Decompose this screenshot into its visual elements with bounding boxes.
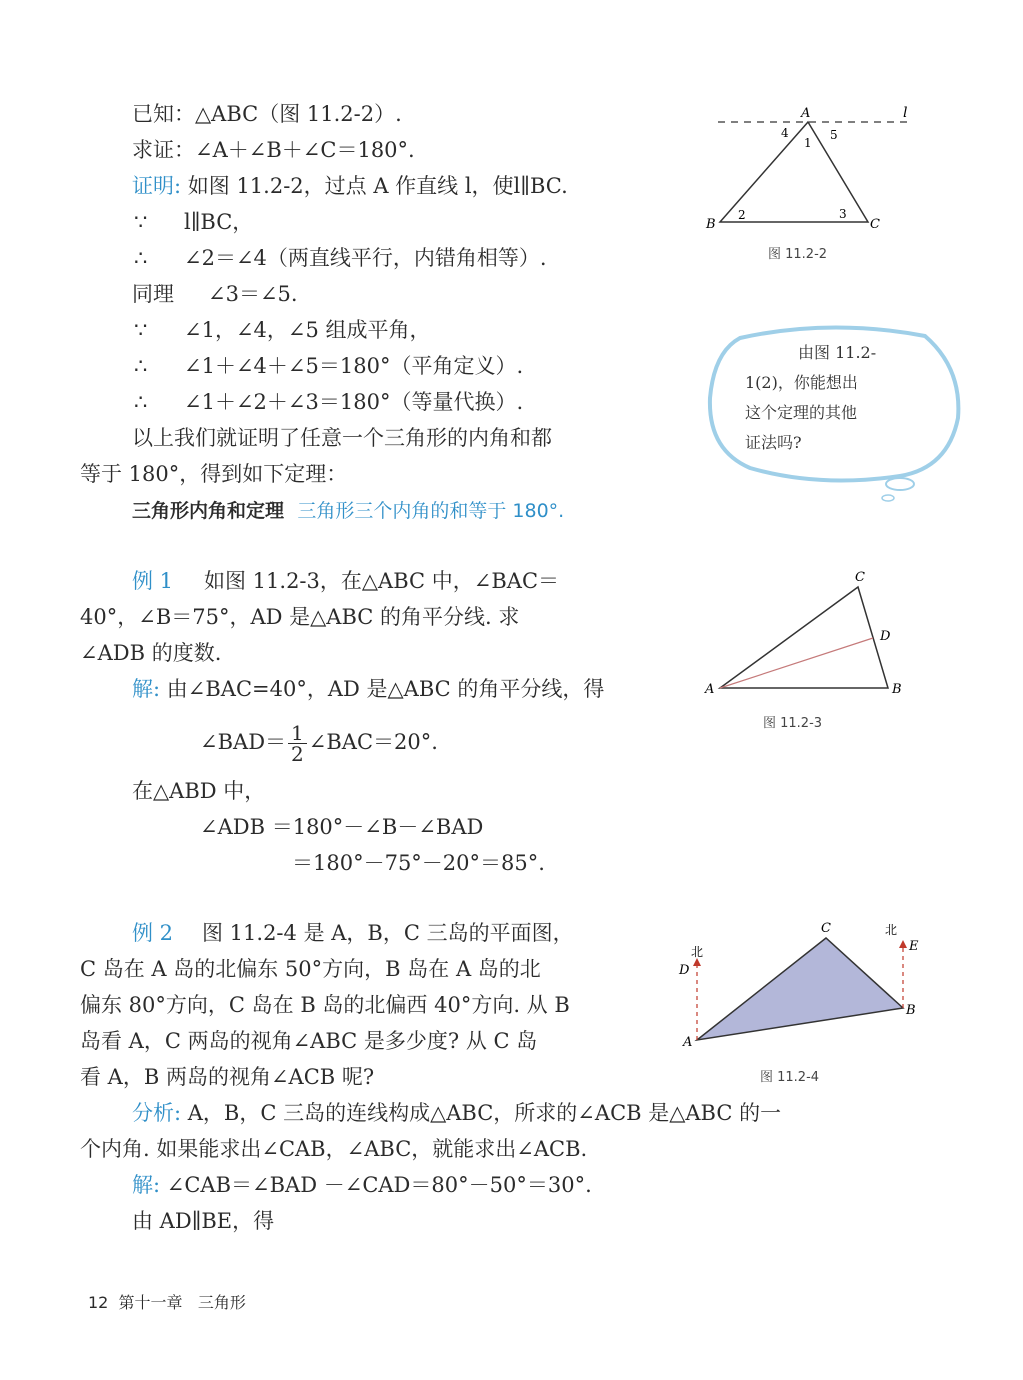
proof-step-1 [134, 209, 253, 235]
proof-step-2 [134, 245, 547, 271]
fraction-denominator: 2 [291, 742, 304, 766]
label-b: B [906, 1003, 916, 1018]
label-5: 5 [830, 128, 838, 142]
example-1-text: 如图 11.2-3，在△ABC 中，∠BAC＝ [204, 569, 560, 593]
bad-right: ∠BAC＝20°. [308, 730, 438, 754]
solution-label: 解: [132, 1173, 161, 1197]
label-c: C [821, 921, 831, 936]
step-text: ∠2＝∠4（两直线平行，内错角相等）. [184, 246, 547, 270]
bubble-line-4: 证法吗? [745, 433, 802, 452]
conclusion-line-1: 以上我们就证明了任意一个三角形的内角和都 [132, 426, 552, 450]
example-2-text: 图 11.2-4 是 A，B，C 三岛的平面图， [202, 921, 574, 945]
example-1-line-1 [132, 568, 559, 594]
example-1-solution [132, 676, 604, 702]
given: 已知：△ABC（图 11.2-2）. [132, 102, 402, 126]
fraction-numerator: 1 [288, 723, 307, 744]
example-2-line-3: 偏东 80°方向，C 岛在 B 岛的北偏西 40°方向. 从 B [80, 993, 570, 1017]
solution-text: 由∠BAC=40°，AD 是△ABC 的角平分线，得 [166, 677, 605, 701]
label-b: B [892, 682, 902, 697]
chapter-name: 第十一章 [118, 1293, 183, 1312]
figure-11-2-4 [675, 918, 925, 1058]
analysis-line-2: 个内角. 如果能求出∠CAB，∠ABC，就能求出∠ACB. [80, 1137, 588, 1161]
step-text: ∠3＝∠5. [208, 282, 298, 306]
analysis-label: 分析: [132, 1101, 182, 1125]
therefore-symbol: ∴ [134, 354, 148, 378]
step-text: ∠1＋∠4＋∠5＝180°（平角定义）. [184, 354, 524, 378]
label-e: E [909, 939, 919, 954]
example-2-label: 例 2 [132, 921, 174, 945]
fraction-half [288, 723, 307, 764]
to-prove: 求证：∠A＋∠B＋∠C＝180°. [132, 138, 415, 162]
solution-label: 解: [132, 677, 161, 701]
step-text: l∥BC， [184, 210, 254, 234]
adb-line-1: ∠ADB ＝180°－∠B－∠BAD [200, 815, 484, 839]
therefore-symbol: ∴ [134, 390, 148, 414]
step-text: ∠1＋∠2＋∠3＝180°（等量代换）. [184, 390, 524, 414]
example-1-label: 例 1 [132, 569, 174, 593]
adb-line-2: ＝180°－75°－20°＝85°. [292, 851, 545, 875]
label-b: B [706, 217, 716, 232]
islands-triangle [697, 938, 903, 1040]
bubble-line-3: 这个定理的其他 [745, 403, 858, 422]
bad-equation [200, 722, 438, 764]
label-a: A [705, 682, 715, 697]
figure-11-2-3-caption: 图 11.2-3 [763, 716, 823, 731]
proof-text: 如图 11.2-2，过点 A 作直线 l，使l∥BC. [187, 174, 568, 198]
label-a: A [801, 106, 811, 121]
step-text: ∠1，∠4，∠5 组成平角， [184, 318, 431, 342]
label-c: C [870, 217, 880, 232]
because-symbol: ∵ [134, 318, 148, 342]
example-1-line-2: 40°，∠B＝75°，AD 是△ABC 的角平分线. 求 [80, 605, 520, 629]
example-2-line-5: 看 A，B 两岛的视角∠ACB 呢? [80, 1065, 375, 1089]
label-a: A [683, 1035, 693, 1050]
step-label: 同理 [132, 282, 174, 306]
conclusion-line-2: 等于 180°，得到如下定理： [80, 462, 348, 486]
example-2-line-4: 岛看 A，C 两岛的视角∠ABC 是多少度? 从 C 岛 [80, 1029, 538, 1053]
label-2: 2 [738, 208, 746, 222]
proof-intro [132, 173, 568, 199]
example-2-solution-2: 由 AD∥BE，得 [132, 1209, 275, 1233]
in-abd: 在△ABD 中， [132, 779, 266, 803]
figure-11-2-2-caption: 图 11.2-2 [768, 247, 828, 262]
proof-step-4 [134, 317, 431, 343]
north-arrow-a [693, 958, 701, 966]
chapter-title: 三角形 [197, 1293, 246, 1312]
proof-step-6 [134, 389, 523, 415]
because-symbol: ∵ [134, 210, 148, 234]
bad-left: ∠BAD＝ [200, 730, 287, 754]
therefore-symbol: ∴ [134, 246, 148, 270]
analysis-text: A，B，C 三岛的连线构成△ABC，所求的∠ACB 是△ABC 的一 [187, 1101, 782, 1125]
triangle-abc-2 [720, 587, 888, 688]
label-l: l [903, 105, 908, 121]
proof-step-5 [134, 353, 523, 379]
solution-text: ∠CAB＝∠BAD －∠CAD＝80°－50°＝30°. [166, 1173, 592, 1197]
bubble-line-2: 1(2)，你能想出 [745, 373, 858, 392]
north-label-a: 北 [691, 945, 704, 959]
north-arrow-b [899, 940, 907, 948]
page-number: 12 [88, 1293, 109, 1312]
label-1: 1 [804, 136, 812, 150]
example-2-line-1 [132, 920, 574, 946]
label-c: C [855, 570, 865, 585]
label-3: 3 [839, 207, 847, 221]
analysis-line-1 [132, 1100, 781, 1126]
label-4: 4 [781, 126, 789, 140]
figure-11-2-3 [700, 565, 920, 705]
figure-11-2-2 [700, 100, 920, 240]
theorem-text: 三角形三个内角的和等于 180°. [297, 500, 565, 522]
bisector-ad [720, 638, 873, 688]
north-label-b: 北 [885, 923, 898, 937]
example-2-line-2: C 岛在 A 岛的北偏东 50°方向，B 岛在 A 岛的北 [80, 957, 541, 981]
page-footer [88, 1290, 246, 1313]
label-d: D [880, 629, 891, 644]
bubble-line-1: 由图 11.2- [798, 343, 877, 362]
example-1-line-3: ∠ADB 的度数. [80, 641, 222, 665]
figure-11-2-4-caption: 图 11.2-4 [760, 1070, 820, 1085]
theorem [132, 497, 564, 524]
theorem-name: 三角形内角和定理 [132, 500, 285, 522]
proof-label: 证明: [132, 174, 182, 198]
label-d: D [679, 963, 690, 978]
proof-step-3 [132, 281, 298, 307]
example-2-solution [132, 1172, 592, 1198]
